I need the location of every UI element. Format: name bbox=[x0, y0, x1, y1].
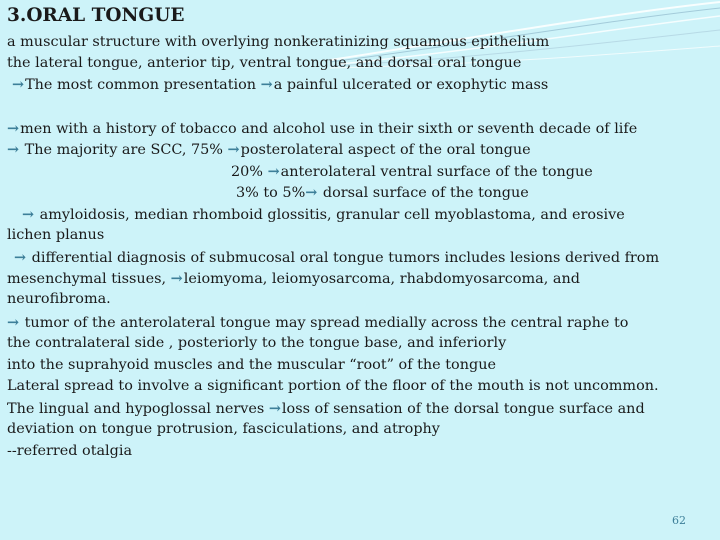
body-line bbox=[14, 249, 659, 267]
right-arrow-icon: → bbox=[7, 120, 20, 137]
right-arrow-icon: → bbox=[7, 141, 20, 158]
right-arrow-icon: → bbox=[305, 184, 318, 201]
body-line bbox=[7, 120, 637, 138]
body-line bbox=[231, 163, 593, 181]
right-arrow-icon: → bbox=[12, 76, 25, 93]
line-text: 20% bbox=[231, 164, 268, 180]
body-line bbox=[7, 335, 506, 352]
line-text: tumor of the anterolateral tongue may spread medially across the central raphe to bbox=[20, 315, 629, 331]
line-text: deviation on tongue protrusion, fasciculations, and atrophy bbox=[7, 421, 440, 437]
line-text: mesenchymal tissues, bbox=[7, 271, 171, 287]
right-arrow-icon: → bbox=[227, 141, 240, 158]
page-number: 62 bbox=[672, 514, 686, 527]
body-line bbox=[7, 291, 111, 308]
body-line bbox=[7, 34, 549, 51]
line-text: posterolateral aspect of the oral tongue bbox=[240, 142, 531, 158]
body-line bbox=[7, 378, 659, 395]
line-text: differential diagnosis of submucosal oral tongue tumors includes lesions derived from bbox=[27, 250, 660, 266]
line-text: --referred otalgia bbox=[7, 443, 133, 459]
right-arrow-icon: → bbox=[7, 314, 20, 331]
line-text: The lingual and hypoglossal nerves bbox=[7, 401, 269, 417]
right-arrow-icon: → bbox=[268, 400, 281, 417]
body-line bbox=[7, 55, 521, 72]
right-arrow-icon: → bbox=[260, 76, 273, 93]
line-text: Lateral spread to involve a significant portion of the floor of the mouth is not uncommon. bbox=[7, 378, 659, 394]
right-arrow-icon: → bbox=[22, 206, 35, 223]
slide-title: 3.ORAL TONGUE bbox=[7, 5, 185, 26]
line-text: amyloidosis, median rhomboid glossitis, granular cell myoblastoma, and erosive bbox=[35, 207, 625, 223]
line-text: into the suprahyoid muscles and the muscular “root” of the tongue bbox=[7, 357, 496, 373]
line-text: leiomyoma, leiomyosarcoma, rhabdomyosarcoma, and bbox=[183, 271, 580, 287]
line-text: The most common presentation bbox=[25, 77, 261, 93]
line-text: men with a history of tobacco and alcohol use in their sixth or seventh decade of life bbox=[20, 121, 638, 137]
line-text: 3% to 5% bbox=[236, 185, 306, 201]
body-line bbox=[7, 141, 531, 159]
right-arrow-icon: → bbox=[14, 249, 27, 266]
line-text: the lateral tongue, anterior tip, ventral tongue, and dorsal oral tongue bbox=[7, 55, 522, 71]
body-line bbox=[22, 206, 625, 224]
body-line bbox=[7, 227, 104, 244]
line-text: neurofibroma. bbox=[7, 291, 111, 307]
line-text: a painful ulcerated or exophytic mass bbox=[273, 77, 549, 93]
line-text: a muscular structure with overlying nonkeratinizing squamous epithelium bbox=[7, 34, 550, 50]
body-line bbox=[7, 421, 440, 438]
line-text: The majority are SCC, 75% bbox=[20, 142, 228, 158]
right-arrow-icon: → bbox=[267, 163, 280, 180]
body-line bbox=[7, 357, 496, 374]
body-line bbox=[7, 443, 132, 460]
line-text: dorsal surface of the tongue bbox=[318, 185, 529, 201]
body-line bbox=[7, 400, 645, 418]
right-arrow-icon: → bbox=[170, 270, 183, 287]
line-text: loss of sensation of the dorsal tongue surface and bbox=[281, 401, 645, 417]
line-text: anterolateral ventral surface of the tongue bbox=[280, 164, 593, 180]
body-line bbox=[7, 270, 580, 288]
body-line bbox=[12, 76, 548, 94]
body-line bbox=[7, 314, 628, 332]
line-text: the contralateral side , posteriorly to the tongue base, and inferiorly bbox=[7, 335, 507, 351]
body-line bbox=[236, 184, 529, 202]
line-text: lichen planus bbox=[7, 227, 105, 243]
